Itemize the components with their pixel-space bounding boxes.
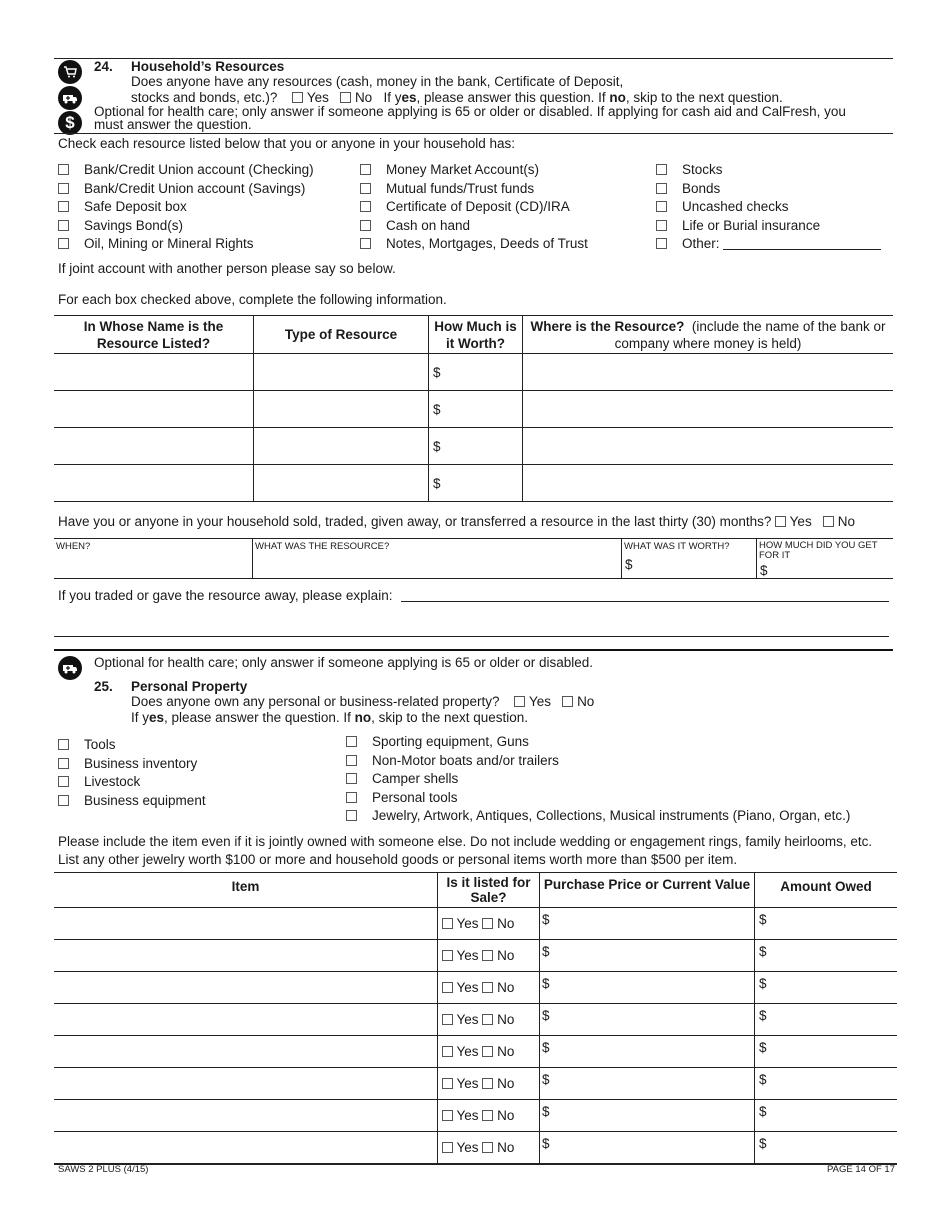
checkbox-row — [346, 771, 850, 790]
checkbox-row — [360, 236, 588, 255]
sale-no-label: No — [497, 916, 515, 931]
price-cell[interactable] — [540, 1100, 755, 1132]
where-note: (include the name of the bank or company where money is held) — [614, 318, 886, 351]
sale-yes-checkbox[interactable] — [442, 982, 453, 993]
sale-yes-label: Yes — [456, 980, 479, 995]
sale-no-checkbox[interactable] — [482, 1014, 493, 1025]
price-cell[interactable] — [540, 1036, 755, 1068]
dollar-sign: $ — [542, 1072, 550, 1087]
got-dollar: $ — [760, 563, 768, 578]
question-number: 24. — [94, 59, 113, 74]
cart-icon — [58, 60, 82, 84]
transfer-yes-label: Yes — [789, 514, 812, 529]
sale-no-checkbox[interactable] — [482, 982, 493, 993]
checkbox-label: Life or Burial insurance — [682, 217, 821, 233]
checkbox-row — [346, 790, 850, 809]
question-text: Does anyone have any resources (cash, money in the bank, Certificate of Deposit, — [131, 74, 624, 89]
checkbox[interactable] — [58, 758, 69, 769]
sale-no-label: No — [497, 1012, 515, 1027]
whose-name-cell[interactable] — [54, 391, 254, 428]
dollar-sign: $ — [542, 1104, 550, 1119]
header-price: Purchase Price or Current Value — [540, 873, 755, 908]
checkbox-row — [58, 162, 314, 181]
checkbox-label: Bank/Credit Union account (Savings) — [84, 180, 306, 196]
ambulance-icon — [58, 86, 82, 110]
sale-no-checkbox[interactable] — [482, 1142, 493, 1153]
dollar-sign: $ — [759, 976, 767, 991]
header-type: Type of Resource — [254, 316, 429, 354]
checkbox-label: Livestock — [84, 774, 141, 789]
checkbox-label: Oil, Mining or Mineral Rights — [84, 236, 254, 251]
checkbox-row — [58, 236, 314, 255]
checkbox[interactable] — [58, 164, 69, 175]
sale-no-label: No — [497, 1044, 515, 1059]
checkbox[interactable] — [346, 736, 357, 747]
owed-cell[interactable] — [755, 908, 898, 940]
question-text-2 — [131, 90, 783, 105]
checkbox[interactable] — [346, 755, 357, 766]
table-row — [54, 908, 897, 940]
sale-yes-label: Yes — [456, 1140, 479, 1155]
what-resource-cell[interactable] — [253, 539, 622, 579]
checkbox[interactable] — [360, 238, 371, 249]
what-resource-label: WHAT WAS THE RESOURCE? — [255, 541, 390, 552]
checkbox[interactable] — [360, 201, 371, 212]
property-table — [54, 872, 897, 1165]
q25-note-line1: Please include the item even if it is jointly owned with someone else. Do not include wedding or engagement rings, family heirlooms, etc. — [58, 834, 873, 849]
checkbox-label: Non-Motor boats and/or trailers — [372, 752, 559, 768]
checkbox-label: Jewelry, Artwork, Antiques, Collections, Musical instruments (Piano, Organ, etc.) — [372, 808, 851, 823]
checkbox[interactable] — [58, 201, 69, 212]
question-title: Household’s Resources — [131, 59, 285, 74]
when-label: WHEN? — [56, 541, 91, 552]
checkbox[interactable] — [58, 739, 69, 750]
q25-instr-yes: es — [149, 710, 165, 725]
sale-no-label: No — [497, 980, 515, 995]
sale-yes-label: Yes — [456, 1108, 479, 1123]
for-sale-cell — [438, 940, 540, 972]
table-row — [54, 465, 893, 502]
dollar-sign: $ — [433, 364, 441, 380]
sale-yes-label: Yes — [456, 948, 479, 963]
checkbox-label: Tools — [84, 737, 116, 752]
no-label: No — [354, 90, 373, 105]
q25-instr-suffix: , skip to the next question. — [371, 710, 529, 725]
sale-no-checkbox[interactable] — [482, 1046, 493, 1057]
dollar-sign: $ — [433, 438, 441, 454]
checkbox-row — [58, 793, 206, 812]
sale-no-checkbox[interactable] — [482, 1078, 493, 1089]
item-cell[interactable] — [54, 1068, 438, 1100]
sale-no-label: No — [497, 1140, 515, 1155]
got-label: HOW MUCH DID YOU GET FOR IT — [759, 540, 878, 561]
where-cell[interactable] — [523, 354, 894, 391]
checkbox-row — [360, 162, 588, 181]
owed-cell[interactable] — [755, 1036, 898, 1068]
ambulance-icon — [58, 656, 82, 680]
where-cell[interactable] — [523, 391, 894, 428]
checkbox-row — [58, 199, 314, 218]
checkbox-label: Business inventory — [84, 755, 198, 771]
sale-no-checkbox[interactable] — [482, 1110, 493, 1121]
sale-yes-checkbox[interactable] — [442, 1142, 453, 1153]
table-row — [54, 1100, 897, 1132]
q25-instr-no: no — [354, 710, 372, 725]
q25-note — [58, 833, 872, 869]
optional-note — [94, 105, 846, 131]
sale-no-checkbox[interactable] — [482, 950, 493, 961]
checkbox[interactable] — [58, 795, 69, 806]
checkbox-row — [360, 181, 588, 200]
checkbox-label: Bank/Credit Union account (Checking) — [84, 162, 314, 177]
no-checkbox[interactable] — [340, 92, 351, 103]
joint-note: If joint account with another person please say so below. — [58, 261, 396, 276]
q25-question-row — [131, 694, 594, 709]
instr-no: no — [609, 90, 626, 105]
dollar-sign: $ — [433, 475, 441, 491]
table-row — [54, 972, 897, 1004]
owed-cell[interactable] — [755, 1004, 898, 1036]
checkbox[interactable] — [360, 164, 371, 175]
sale-no-checkbox[interactable] — [482, 918, 493, 929]
price-cell[interactable] — [540, 1132, 755, 1165]
instr-suffix: , skip to the next question. — [625, 90, 783, 105]
dollar-sign: $ — [759, 1072, 767, 1087]
for-sale-cell — [438, 1068, 540, 1100]
dollar-sign: $ — [759, 1040, 767, 1055]
price-cell[interactable] — [540, 908, 755, 940]
checkbox[interactable] — [346, 792, 357, 803]
whose-name-cell[interactable] — [54, 354, 254, 391]
q25-question: Does anyone own any personal or business-related property? — [131, 694, 500, 709]
dollar-sign: $ — [759, 944, 767, 959]
price-cell[interactable] — [540, 1068, 755, 1100]
header-where — [523, 316, 894, 354]
sale-yes-label: Yes — [456, 1044, 479, 1059]
explain-label: If you traded or gave the resource away, please explain: — [58, 588, 393, 603]
checkbox-label: Other: — [682, 236, 720, 251]
checkbox-row — [656, 199, 820, 218]
dollar-sign: $ — [759, 1136, 767, 1151]
sale-yes-checkbox[interactable] — [442, 1046, 453, 1057]
complete-note: For each box checked above, complete the following information. — [58, 292, 447, 307]
resource-table — [54, 315, 893, 502]
instr-prefix: If y — [383, 90, 402, 105]
checkbox-row — [58, 774, 206, 793]
for-sale-cell — [438, 1132, 540, 1165]
owed-cell[interactable] — [755, 1068, 898, 1100]
sale-yes-label: Yes — [456, 1076, 479, 1091]
worth-cell[interactable] — [429, 354, 523, 391]
transfer-yes-checkbox[interactable] — [775, 516, 786, 527]
table-row — [54, 1132, 897, 1165]
worth-cell[interactable] — [429, 428, 523, 465]
checkbox-row — [656, 218, 820, 237]
checkbox[interactable] — [58, 238, 69, 249]
sale-yes-checkbox[interactable] — [442, 1014, 453, 1025]
price-cell[interactable] — [540, 940, 755, 972]
checkbox-label: Personal tools — [372, 789, 458, 805]
transfer-table — [54, 538, 893, 579]
dollar-sign: $ — [542, 1136, 550, 1151]
question-text-line2: stocks and bonds, etc.)? — [131, 90, 278, 105]
instr-middle: , please answer this question. If — [416, 90, 610, 105]
type-cell[interactable] — [254, 465, 429, 502]
header-for-sale: Is it listed for Sale? — [438, 873, 540, 908]
table-row — [54, 1004, 897, 1036]
dollar-sign: $ — [542, 944, 550, 959]
transfer-question: Have you or anyone in your household sold, traded, given away, or transferred a resource in the last thirty (30) months? — [58, 514, 772, 529]
checkbox[interactable] — [346, 810, 357, 821]
q25-yes-label: Yes — [529, 694, 552, 709]
worth-cell[interactable] — [429, 465, 523, 502]
yes-checkbox[interactable] — [292, 92, 303, 103]
when-cell[interactable] — [54, 539, 253, 579]
where-cell[interactable] — [523, 465, 894, 502]
sale-no-label: No — [497, 1108, 515, 1123]
table-row — [54, 1036, 897, 1068]
checkbox[interactable] — [656, 164, 667, 175]
checkbox-row — [360, 218, 588, 237]
checkbox-label: Sporting equipment, Guns — [372, 734, 529, 749]
whose-name-cell[interactable] — [54, 428, 254, 465]
yes-label: Yes — [306, 90, 329, 105]
sale-no-label: No — [497, 948, 515, 963]
checkbox-label: Business equipment — [84, 792, 206, 808]
checkbox[interactable] — [656, 201, 667, 212]
dollar-sign: $ — [759, 1104, 767, 1119]
checkbox-label: Stocks — [682, 162, 723, 177]
worth-label: WHAT WAS IT WORTH? — [624, 541, 730, 552]
checkbox[interactable] — [360, 183, 371, 194]
checkbox-row — [656, 162, 820, 181]
checkbox-row — [656, 181, 820, 200]
checkbox-label: Uncashed checks — [682, 199, 789, 214]
sale-no-label: No — [497, 1076, 515, 1091]
q25-optional: Optional for health care; only answer if someone applying is 65 or older or disabled. — [94, 655, 594, 670]
for-sale-cell — [438, 972, 540, 1004]
header-owed: Amount Owed — [755, 873, 898, 908]
type-cell[interactable] — [254, 391, 429, 428]
optional-line2: must answer the question. — [94, 117, 252, 132]
checkbox-label: Safe Deposit box — [84, 199, 187, 214]
sale-yes-checkbox[interactable] — [442, 1110, 453, 1121]
q25-rule — [54, 649, 893, 651]
item-cell[interactable] — [54, 1132, 438, 1165]
type-cell[interactable] — [254, 428, 429, 465]
for-sale-cell — [438, 1036, 540, 1068]
transfer-no-label: No — [837, 514, 855, 529]
explain-line-2[interactable] — [54, 622, 889, 637]
worth-cell[interactable] — [429, 391, 523, 428]
header-where-label: Where is the Resource? — [530, 318, 685, 334]
checkbox-row — [346, 734, 850, 753]
resource-column-1 — [58, 162, 314, 255]
resource-column-2 — [360, 162, 588, 255]
section-rule — [54, 133, 893, 134]
header-worth: How Much is it Worth? — [429, 316, 523, 354]
got-cell[interactable] — [757, 539, 894, 579]
worth-cell[interactable] — [622, 539, 757, 579]
q25-no-checkbox[interactable] — [562, 696, 573, 707]
whose-name-cell[interactable] — [54, 465, 254, 502]
item-cell[interactable] — [54, 1100, 438, 1132]
instr-yes: es — [401, 90, 417, 105]
for-sale-cell — [438, 1004, 540, 1036]
property-column-2 — [346, 734, 850, 827]
table-row — [54, 940, 897, 972]
q25-instr-prefix: If y — [131, 710, 150, 725]
optional-line1: Optional for health care; only answer if someone applying is 65 or older or disabled. If applying for cash aid and CalFresh, you — [94, 104, 846, 119]
type-cell[interactable] — [254, 354, 429, 391]
q25-instruction — [131, 710, 528, 725]
dollar-sign: $ — [542, 1008, 550, 1023]
sale-yes-label: Yes — [456, 916, 479, 931]
checkbox-row — [346, 753, 850, 772]
dollar-icon: $ — [58, 111, 82, 135]
checkbox[interactable] — [656, 220, 667, 231]
q25-title: Personal Property — [131, 679, 248, 694]
item-cell[interactable] — [54, 908, 438, 940]
dollar-sign: $ — [542, 912, 550, 927]
sale-yes-checkbox[interactable] — [442, 918, 453, 929]
check-instruction: Check each resource listed below that you or anyone in your household has: — [58, 136, 516, 151]
item-cell[interactable] — [54, 1004, 438, 1036]
owed-cell[interactable] — [755, 940, 898, 972]
checkbox-label: Savings Bond(s) — [84, 217, 184, 233]
checkbox-row — [58, 756, 206, 775]
table-row — [54, 354, 893, 391]
checkbox-row — [58, 181, 314, 200]
for-sale-cell — [438, 908, 540, 940]
transfer-no-checkbox[interactable] — [823, 516, 834, 527]
checkbox-row — [346, 808, 850, 827]
sale-yes-label: Yes — [456, 1012, 479, 1027]
owed-cell[interactable] — [755, 1132, 898, 1165]
q25-instr-middle: , please answer the question. If — [164, 710, 355, 725]
table-row — [54, 1068, 897, 1100]
form-id: SAWS 2 PLUS (4/15) — [58, 1164, 149, 1175]
checkbox-label: Cash on hand — [386, 217, 471, 233]
other-line[interactable] — [723, 238, 881, 250]
explain-line-1[interactable] — [401, 587, 889, 602]
owed-cell[interactable] — [755, 1100, 898, 1132]
checkbox[interactable] — [346, 773, 357, 784]
checkbox[interactable] — [58, 776, 69, 787]
checkbox-label: Mutual funds/Trust funds — [386, 180, 535, 196]
checkbox[interactable] — [58, 220, 69, 231]
table-row — [54, 428, 893, 465]
where-cell[interactable] — [523, 428, 894, 465]
q25-number: 25. — [94, 679, 113, 694]
checkbox-row — [360, 199, 588, 218]
page-number: PAGE 14 OF 17 — [827, 1164, 895, 1175]
checkbox[interactable] — [360, 220, 371, 231]
dollar-sign: $ — [433, 401, 441, 417]
price-cell[interactable] — [540, 972, 755, 1004]
checkbox-label: Money Market Account(s) — [386, 162, 540, 177]
property-column-1 — [58, 737, 206, 811]
dollar-sign: $ — [759, 912, 767, 927]
header-item: Item — [54, 873, 438, 908]
checkbox-label: Notes, Mortgages, Deeds of Trust — [386, 236, 588, 251]
dollar-sign: $ — [542, 976, 550, 991]
header-whose-name: In Whose Name is the Resource Listed? — [54, 316, 254, 354]
checkbox-row — [58, 218, 314, 237]
checkbox[interactable] — [656, 183, 667, 194]
item-cell[interactable] — [54, 1036, 438, 1068]
item-cell[interactable] — [54, 972, 438, 1004]
q25-no-label: No — [577, 694, 595, 709]
checkbox[interactable] — [656, 238, 667, 249]
q25-note-line2: List any other jewelry worth $100 or more and household goods or personal items worth more than $500 per item. — [58, 852, 738, 867]
q25-yes-checkbox[interactable] — [514, 696, 525, 707]
checkbox[interactable] — [58, 183, 69, 194]
worth-dollar: $ — [625, 557, 633, 572]
table-row — [54, 391, 893, 428]
for-sale-cell — [438, 1100, 540, 1132]
checkbox-label: Camper shells — [372, 771, 459, 786]
dollar-sign: $ — [759, 1008, 767, 1023]
owed-cell[interactable] — [755, 972, 898, 1004]
checkbox-label: Bonds — [682, 180, 721, 196]
checkbox-label: Certificate of Deposit (CD)/IRA — [386, 199, 570, 214]
item-cell[interactable] — [54, 940, 438, 972]
checkbox-row — [58, 737, 206, 756]
sale-yes-checkbox[interactable] — [442, 950, 453, 961]
price-cell[interactable] — [540, 1004, 755, 1036]
sale-yes-checkbox[interactable] — [442, 1078, 453, 1089]
dollar-sign: $ — [542, 1040, 550, 1055]
transfer-question-row — [58, 514, 855, 529]
